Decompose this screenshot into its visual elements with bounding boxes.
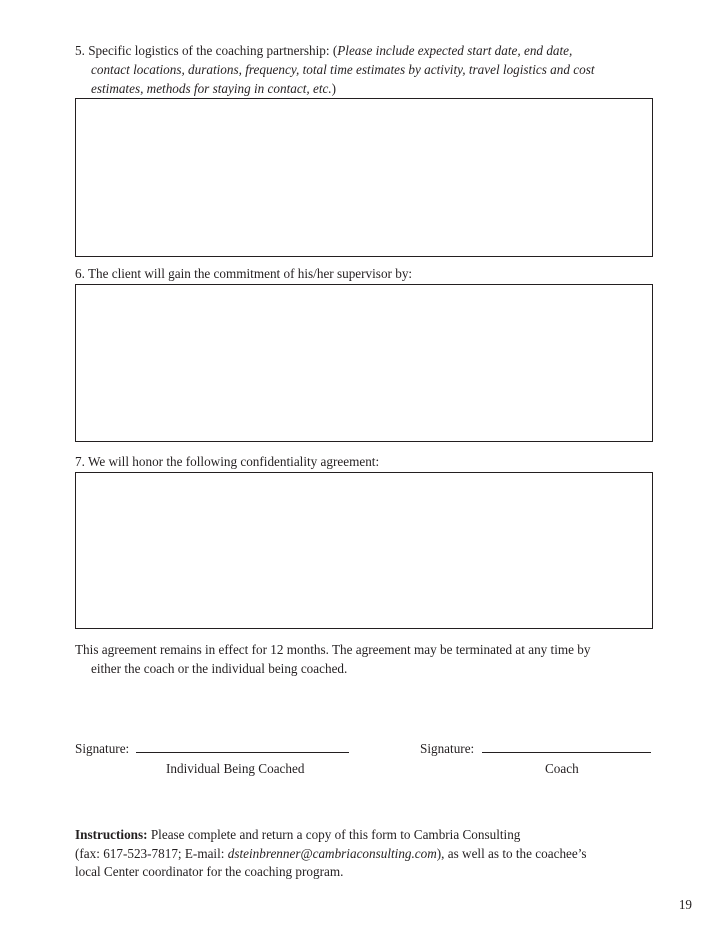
agreement-line-2: either the coach or the individual being coached.	[91, 661, 348, 676]
signature-caption-coach: Coach	[545, 761, 579, 776]
agreement-line-1: This agreement remains in effect for 12 months. The agreement may be terminated at any time by	[75, 642, 591, 657]
instructions-heading: Instructions:	[75, 827, 148, 842]
signature-label-client: Signature:	[75, 741, 130, 756]
question-7-label: 7. We will honor the following confidentiality agreement:	[75, 454, 380, 469]
email-address: dsteinbrenner@cambriaconsulting.com	[227, 845, 437, 861]
signature-label-coach: Signature:	[420, 741, 475, 756]
page-number: 19	[678, 897, 692, 912]
signature-caption-client: Individual Being Coached	[166, 761, 305, 776]
instructions-block: Instructions: Please complete and return a copy of this form to Cambria Consulting (fax: 617-523-7817; E-mail: dsteinbrenner@cambriaconsulting.com), as well as to the coachee’s local Center coordinator for the coaching program.	[75, 827, 587, 879]
signature-line-client[interactable]	[136, 752, 349, 753]
question-5-label: 5. Specific logistics of the coaching partnership: (Please include expected start date, end date, contact locations, durations, frequency, total time estimates by activity, travel logistics and cost estimates, methods for staying in contact, etc.)	[75, 43, 595, 96]
signature-line-coach[interactable]	[482, 752, 651, 753]
answer-box-6[interactable]	[75, 284, 653, 442]
question-6-label: 6. The client will gain the commitment of his/her supervisor by:	[75, 266, 413, 281]
answer-box-7[interactable]	[75, 472, 653, 629]
agreement-text	[75, 640, 655, 678]
answer-box-5[interactable]	[75, 98, 653, 257]
